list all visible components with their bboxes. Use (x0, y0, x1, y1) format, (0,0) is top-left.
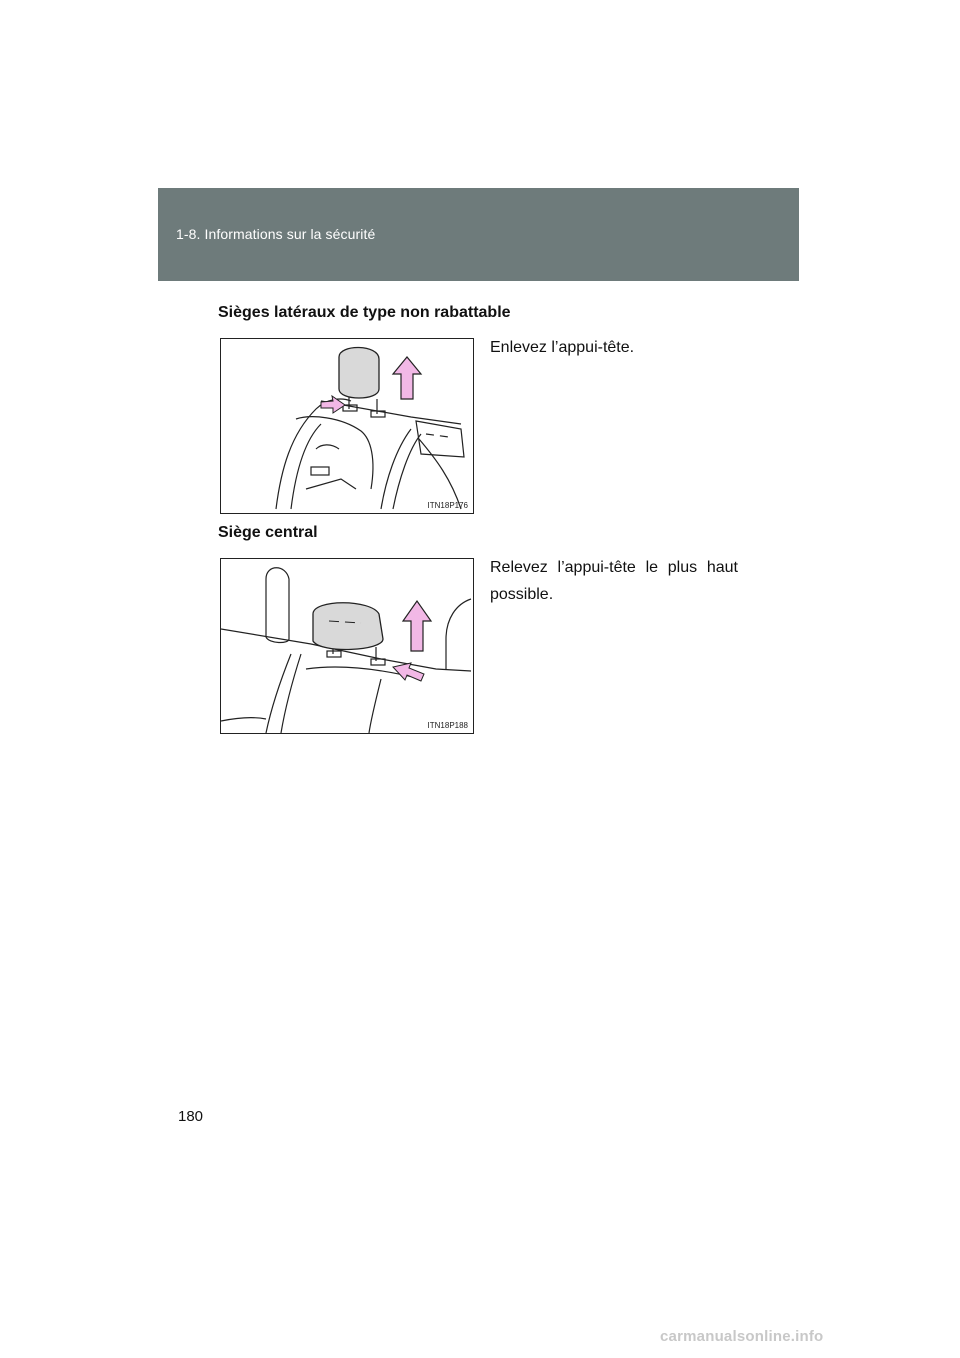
section-heading-outboard: Sièges latéraux de type non rabattable (218, 304, 511, 321)
instruction-center: Relevez l’appui-tête le plus haut possible. (490, 559, 738, 603)
illustration-center-headrest (220, 558, 474, 734)
outboard-seat-drawing (221, 339, 473, 513)
page-number: 180 (178, 1108, 204, 1125)
section-title: 1-8. Informations sur la sécurité (176, 226, 376, 242)
center-seat-drawing (221, 559, 473, 733)
figure-code: ITN18P188 (427, 721, 468, 730)
section-heading-center: Siège central (218, 524, 318, 541)
instruction-outboard: Enlevez l’appui-tête. (490, 339, 635, 356)
up-arrow-icon (403, 601, 431, 651)
watermark: carmanualsonline.info (660, 1328, 824, 1345)
up-arrow-icon (393, 357, 421, 399)
figure-code: ITN18P176 (427, 501, 468, 510)
illustration-outboard-headrest (220, 338, 474, 514)
